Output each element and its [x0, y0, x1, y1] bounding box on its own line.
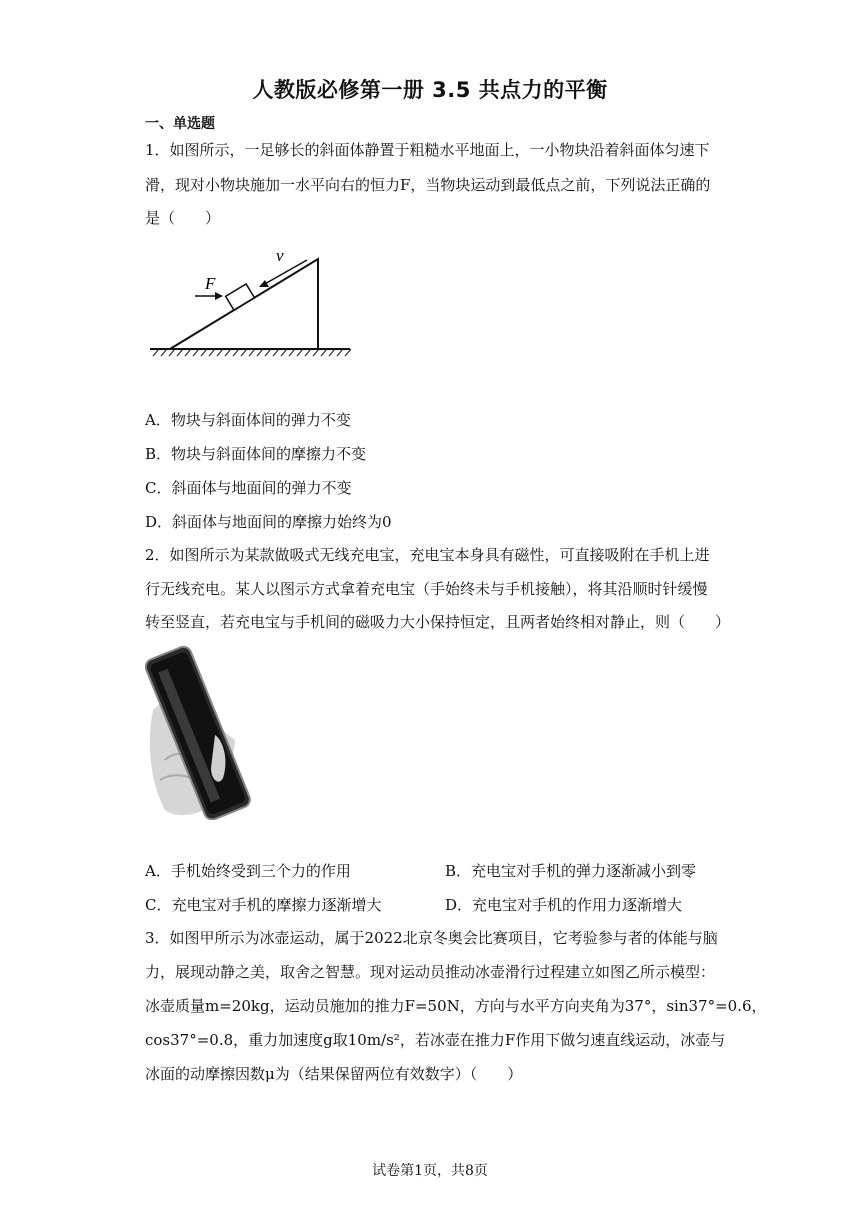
q2-option-d: D．充电宝对手机的作用力逐渐增大: [445, 896, 683, 914]
q2-line-3: 转至竖直，若充电宝与手机间的磁吸力大小保持恒定，且两者始终相对静止，则（ ）: [145, 613, 731, 631]
q2-line-1: 2．如图所示为某款做吸式无线充电宝，充电宝本身具有磁性，可直接吸附在手机上进: [145, 546, 710, 564]
q3-line-1: 3．如图甲所示为冰壶运动，属于2022北京冬奥会比赛项目，它考验参与者的体能与脑: [145, 929, 718, 947]
q2-line-2: 行无线充电。某人以图示方式拿着充电宝（手始终未与手机接触），将其沿顺时针缓慢: [145, 580, 708, 598]
page-title: 人教版必修第一册 3.5 共点力的平衡: [252, 78, 608, 102]
q1-line-3: 是（ ）: [145, 209, 221, 227]
phone-charger-photo: [145, 640, 260, 820]
q1-option-c: C．斜面体与地面间的弹力不变: [145, 479, 352, 497]
incline-figure: [145, 245, 360, 360]
q1-option-a: A．物块与斜面体间的弹力不变: [145, 411, 351, 429]
page-footer: 试卷第1页，共8页: [372, 1163, 488, 1179]
q1-line-2: 滑，现对小物块施加一水平向右的恒力F，当物块运动到最低点之前，下列说法正确的: [145, 176, 711, 194]
q3-line-4: cos37°=0.8，重力加速度g取10m/s²，若冰壶在推力F作用下做匀速直线运动，冰壶与: [145, 1031, 726, 1049]
q3-line-3: 冰壶质量m=20kg，运动员施加的推力F=50N，方向与水平方向夹角为37°，sin37°=0.6，: [145, 997, 767, 1015]
force-label: F: [205, 274, 216, 293]
q1-line-1: 1．如图所示，一足够长的斜面体静置于粗糙水平地面上，一小物块沿着斜面体匀速下: [145, 141, 710, 159]
q2-option-a: A．手机始终受到三个力的作用: [145, 862, 351, 880]
q2-option-b: B．充电宝对手机的弹力逐渐减小到零: [445, 862, 697, 880]
q3-line-5: 冰面的动摩擦因数μ为（结果保留两位有效数字）（ ）: [145, 1065, 523, 1083]
q1-option-b: B．物块与斜面体间的摩擦力不变: [145, 445, 367, 463]
velocity-label: v: [276, 246, 284, 265]
section-heading: 一、单选题: [145, 116, 215, 132]
q2-option-c: C．充电宝对手机的摩擦力逐渐增大: [145, 896, 382, 914]
q3-line-2: 力，展现动静之美，取舍之智慧。现对运动员推动冰壶滑行过程建立如图乙所示模型：: [145, 963, 716, 981]
q1-option-d: D．斜面体与地面间的摩擦力始终为0: [145, 513, 392, 531]
